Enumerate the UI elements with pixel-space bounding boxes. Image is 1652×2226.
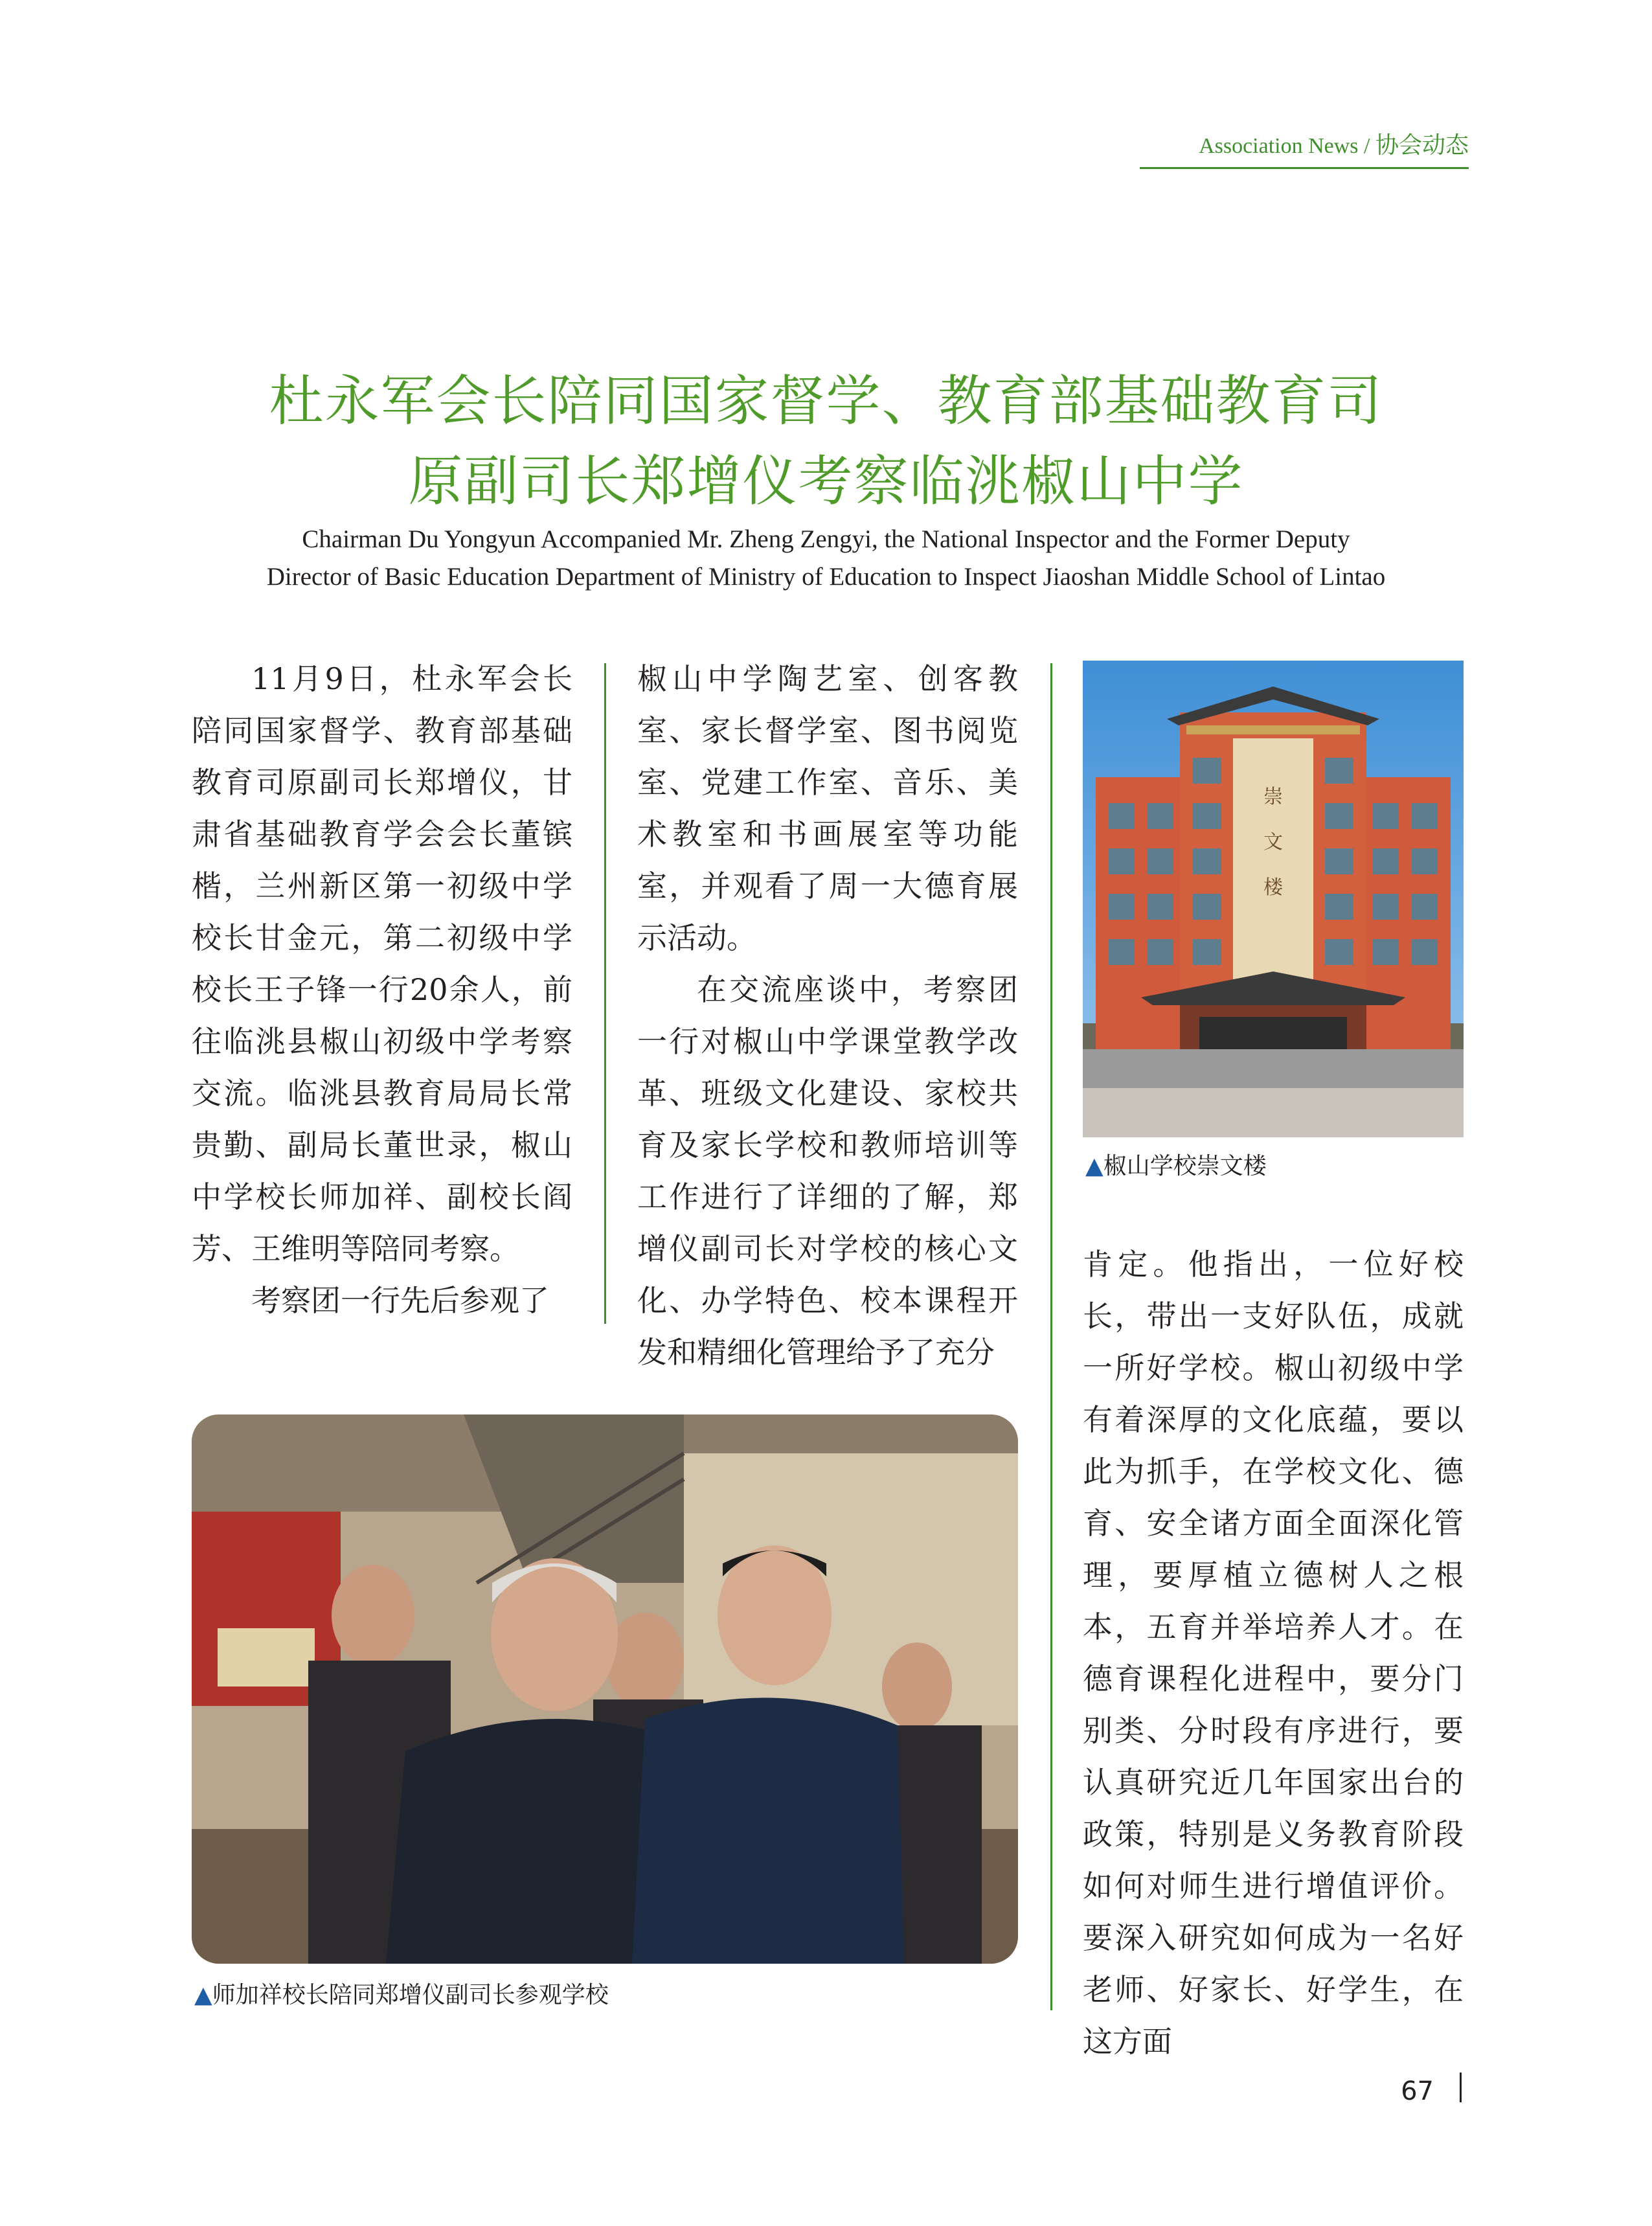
article-title-line-1: 杜永军会长陪同国家督学、教育部基础教育司 — [269, 369, 1383, 433]
section-label-cn: 协会动态 — [1375, 132, 1469, 159]
building-illustration — [1083, 661, 1464, 1137]
building-photo-caption — [1085, 1148, 1267, 1181]
visit-photo — [192, 1414, 1018, 1964]
text-column-3 — [1083, 1238, 1464, 2067]
paragraph: 肯定。他指出，一位好校长，带出一支好队伍，成就一所好学校。椒山初级中学有着深厚的文化底蕴，要以此为抓手，在学校文化、德育、安全诸方面全面深化管理，要厚植立德树人之根本，五育并举培养人才。在德育课程化进程中，要分门别类、分时段有序进行，要认真研究近几年国家出台的政策，特别是义务教育阶段如何对师生进行增值评价。要深入研究如何成为一名好老师、好家长、好学生，在这方面 — [1083, 1247, 1464, 2059]
caption-triangle-icon: ▲ — [194, 1982, 212, 2008]
building-sign-char-1: 崇 — [1263, 786, 1283, 808]
column-divider — [604, 663, 606, 1324]
caption-triangle-icon: ▲ — [1085, 1153, 1103, 1179]
column-divider — [1050, 663, 1052, 2010]
article-subtitle-line-2: Director of Basic Education Department of Ministry of Education to Inspect Jiaoshan Middle School of Lintao — [266, 563, 1386, 591]
paragraph: 椒山中学陶艺室、创客教室、家长督学室、图书阅览室、党建工作室、音乐、美术教室和书画展室等功能室，并观看了周一大德育展示活动。 — [637, 661, 1018, 955]
building-photo — [1083, 661, 1464, 1137]
header-rule — [1140, 167, 1469, 169]
paragraph: 考察团一行先后参观了 — [251, 1283, 549, 1318]
page-number-rule — [1460, 2073, 1462, 2102]
paragraph: 11月9日，杜永军会长陪同国家督学、教育部基础教育司原副司长郑增仪，甘肃省基础教育学会会长董镔楷，兰州新区第一初级中学校长甘金元，第二初级中学校长王子锋一行20余人，前往临洮县椒山初级中学考察交流。临洮县教育局局长常贵勤、副局长董世录，椒山中学校长师加祥、副校长阎芳、王维明等陪同考察。 — [192, 661, 572, 1266]
page-number: 67 — [1401, 2076, 1434, 2106]
caption-text: 椒山学校崇文楼 — [1103, 1153, 1267, 1179]
article-title-line-2: 原副司长郑增仪考察临洮椒山中学 — [408, 449, 1244, 513]
caption-text: 师加祥校长陪同郑增仪副司长参观学校 — [212, 1982, 609, 2008]
running-header — [1140, 127, 1469, 159]
visit-illustration — [192, 1414, 1018, 1964]
building-sign-char-3: 楼 — [1263, 876, 1283, 899]
section-label-en: Association News / — [1199, 134, 1370, 158]
text-column-2 — [637, 653, 1018, 1378]
text-column-1 — [192, 653, 572, 1326]
visit-photo-caption — [194, 1977, 609, 2010]
article-subtitle-line-1: Chairman Du Yongyun Accompanied Mr. Zheng Zengyi, the National Inspector and the Former Deputy — [302, 525, 1350, 553]
paragraph: 在交流座谈中，考察团一行对椒山中学课堂教学改革、班级文化建设、家校共育及家长学校和教师培训等工作进行了详细的了解，郑增仪副司长对学校的核心文化、办学特色、校本课程开发和精细化管理给予了充分 — [637, 972, 1018, 1370]
building-sign-char-2: 文 — [1263, 831, 1283, 854]
